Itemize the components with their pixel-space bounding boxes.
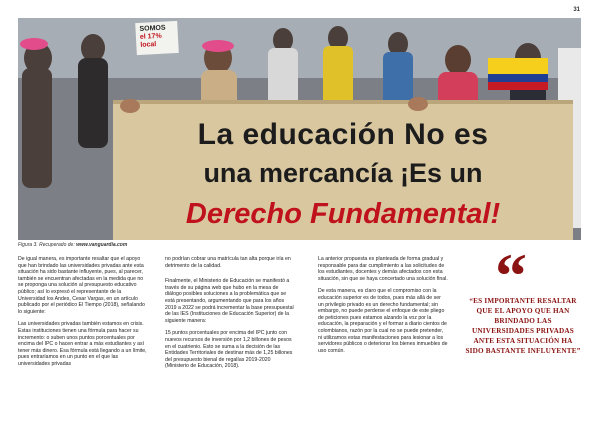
column1-paragraph-1: De igual manera, es importante resaltar que el apoyo que han brindado las universidades privadas ante esta situación ha sido bastante influyente, pues, al parecer, también se encuentran afectadas en la medida que no se proponga una solución al presupuesto educativo público; así lo expresó el representante de la Universidad los Andes, Cesar Vargas, en un artículo publicado por el periódico El Tiempo (2018), señalando lo siguiente: — [18, 256, 145, 315]
quote-mark-icon: “ — [495, 240, 527, 311]
sign-text-line3: local — [140, 41, 157, 49]
column2-paragraph-1: no podrían cobrar una matrícula tan alta porque iría en detrimento de la calidad. — [165, 256, 291, 269]
figure-caption — [18, 242, 127, 248]
protest-photo — [18, 18, 581, 240]
column2-block-quote: 15 puntos porcentuales por encima del IPC junto con nuevos recursos de inversión por 1,2 billones de pesos en el cuatrienio. Esto se suma a la decisión de las Entidades Territoriales de destinar más de 1,25 billones del presupuesto bienal de regalías 2019-2020 (Ministerio de Educación, 2018). — [165, 330, 293, 370]
protest-sign — [135, 21, 179, 55]
sign-text-line1: SOMOS — [139, 24, 166, 33]
caption-source: www.vanguardia.com — [76, 242, 128, 248]
text-column-1 — [18, 256, 148, 374]
text-column-2 — [165, 256, 295, 376]
banner-line-1: La educación No es — [197, 118, 489, 151]
column3-paragraph-2: De esta manera, es claro que el compromiso con la educación superior es de todos, pues más allá de ser un privilegio privado es un derecho fundamental; sin embargo, no puede perderse el enfoque de este pliego de peticiones pues estamos alzando la voz por la educación, la preparación y el formar a diario cientos de colombianos, razón por la cual no se puede pretender, ni utilizamos estas manifestaciones para lesionar a los servidores públicos o deteriorar los bienes inmuebles de uso común. — [318, 288, 448, 354]
banner-line-3: Derecho Fundamental! — [185, 198, 501, 230]
column3-paragraph-1: La anterior propuesta es planteada de forma gradual y responsable para dar cumplimiento a las solicitudes de los estudiantes, docentes y demás afectados con esta situación, sin que se haya concertado una solución final. — [318, 256, 448, 282]
banner-line-2: una mercancía ¡Es un — [203, 158, 483, 188]
column1-paragraph-2: Las universidades privadas también estamos en crisis. Estas instituciones tienen una fórmula para hacer su incremento: o suben unos puntos porcentuales por encima del IPC o hacen entrar a más estudiantes y así tener más dinero. Esa fórmula está llegando a un límite, pues entraríamos en un punto en el que las universidades privadas — [18, 321, 147, 367]
text-column-3 — [318, 256, 448, 360]
caption-label: Figura 3. Recuperado de: — [18, 242, 75, 248]
sign-text-line2: el 17% — [139, 32, 162, 41]
pull-quote: “ES IMPORTANTE RESALTAR QUE EL APOYO QUE HAN BRINDADO LAS UNIVERSIDADES PRIVADAS ANTE ESTA SITUACIÓN HA SIDO BASTANTE INFLUYENTE” — [465, 297, 581, 355]
page-number: 31 — [573, 7, 580, 13]
column2-paragraph-2: Finalmente, el Ministerio de Educación se manifestó a través de su página web que hubo en la mesa de diálogo posibles soluciones a la problemática que se está presentando, argumentando que para los años 2019 a 2022 se podrá incrementar la base presupuestal de las IES (Instituciones de Educación Superior) de la siguiente manera: — [165, 278, 294, 324]
